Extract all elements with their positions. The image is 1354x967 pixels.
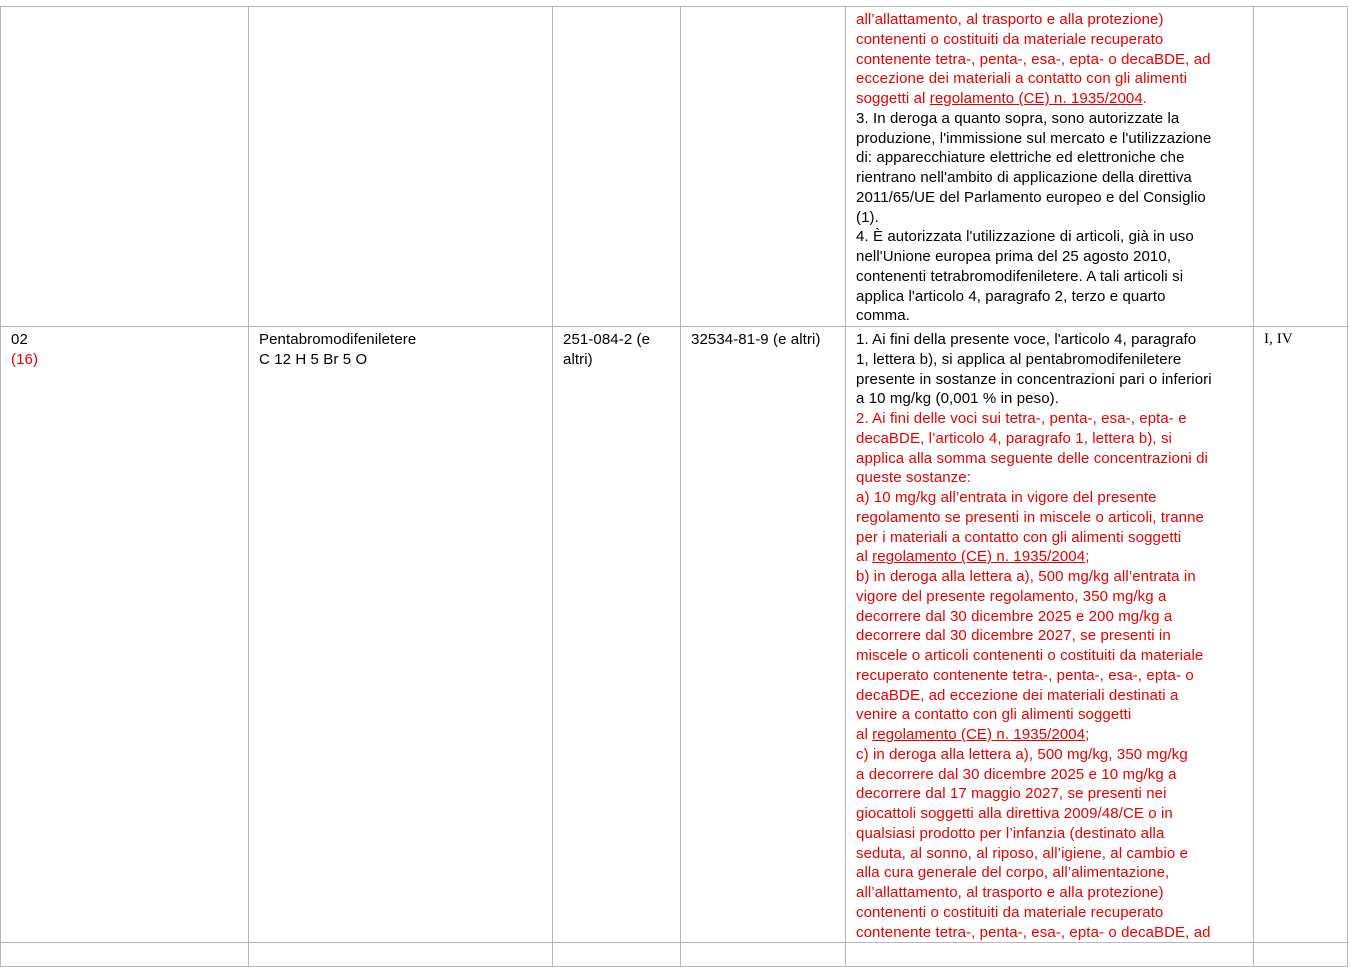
regulation-1935-2004-link[interactable]: regolamento (CE) n. 1935/2004 xyxy=(872,726,1086,743)
text-run: contenenti o costituiti da materiale recuperato xyxy=(856,30,1164,48)
text-line xyxy=(856,923,1243,943)
text-line xyxy=(856,587,1243,607)
text-run: altri) xyxy=(563,350,593,368)
text-run: 1. Ai fini della presente voce, l'articolo 4, paragrafo xyxy=(856,331,1197,348)
text-line xyxy=(856,69,1243,89)
text-run: decaBDE, ad eccezione dei materiali destinati a xyxy=(856,686,1179,704)
text-run: regolamento se presenti in miscele o articoli, tranne xyxy=(856,508,1204,526)
text-run: decaBDE, l’articolo 4, paragrafo 1, lettera b), si xyxy=(856,429,1172,447)
text-line xyxy=(856,370,1243,390)
text-line xyxy=(856,844,1243,864)
text-run: applica l'articolo 4, paragrafo 2, terzo e quarto xyxy=(856,287,1166,305)
text-run: all’allattamento, al trasporto e alla protezione) xyxy=(856,884,1164,901)
text-line xyxy=(856,468,1243,488)
text-line xyxy=(856,409,1243,429)
entry-number-cell xyxy=(1,327,249,943)
text-run: vigore del presente regolamento, 350 mg/kg a xyxy=(856,587,1167,605)
text-line xyxy=(856,306,1243,326)
text-line xyxy=(856,109,1243,129)
text-line xyxy=(856,686,1243,706)
text-line xyxy=(856,824,1243,844)
text-line xyxy=(856,666,1243,686)
text-line xyxy=(856,449,1243,469)
ec-number-cell xyxy=(553,943,681,967)
text-run: contenente tetra-, penta-, esa-, epta- o decaBDE, ad xyxy=(856,923,1211,941)
text-line xyxy=(11,350,238,370)
row-entry-01-continuation xyxy=(1,7,1348,327)
text-run: soggetti al xyxy=(856,90,930,107)
text-run: giocattoli soggetti alla direttiva 2009/48/CE o in xyxy=(856,805,1173,822)
text-run: rientrano nell'ambito di applicazione della direttiva xyxy=(856,169,1192,186)
text-run: al xyxy=(856,548,873,566)
text-run: presente in sostanze in concentrazioni pari o inferiori xyxy=(856,370,1212,388)
text-line xyxy=(856,646,1243,666)
text-run: 02 xyxy=(11,331,28,348)
ec-number-cell xyxy=(553,7,681,327)
text-line xyxy=(856,863,1243,883)
text-run: b) in deroga alla lettera a), 500 mg/kg all’entrata in xyxy=(856,568,1196,585)
substance-name-cell xyxy=(249,7,553,327)
text-run: a decorrere dal 30 dicembre 2025 e 10 mg/kg a xyxy=(856,765,1177,783)
annex-parts-cell xyxy=(1254,327,1348,943)
text-run: nell'Unione europea prima del 25 agosto 2010, xyxy=(856,248,1172,265)
row-next-continuation xyxy=(1,943,1348,967)
text-line xyxy=(856,188,1243,208)
text-line xyxy=(856,30,1243,50)
text-line xyxy=(856,725,1243,745)
text-line xyxy=(856,567,1243,587)
text-line xyxy=(856,429,1243,449)
annex-parts-cell xyxy=(1254,7,1348,327)
text-line xyxy=(856,227,1243,247)
text-run: di: apparecchiature elettriche ed elettroniche che xyxy=(856,149,1185,167)
text-line xyxy=(856,10,1243,30)
text-run: C 12 H 5 Br 5 O xyxy=(259,350,368,368)
specific-exemptions-cell xyxy=(846,943,1254,967)
text-run: 251-084-2 (e xyxy=(563,331,651,348)
text-run: 2011/65/UE del Parlamento europeo e del Consiglio xyxy=(856,188,1206,206)
text-line xyxy=(856,903,1243,923)
text-line xyxy=(856,247,1243,267)
text-run: eccezione dei materiali a contatto con gli alimenti xyxy=(856,70,1188,88)
text-line xyxy=(856,784,1243,804)
text-line xyxy=(856,168,1243,188)
text-line xyxy=(856,287,1243,307)
text-line xyxy=(856,745,1243,765)
text-run: venire a contatto con gli alimenti soggetti xyxy=(856,706,1132,724)
text-run: contenenti tetrabromodifeniletere. A tali articoli si xyxy=(856,267,1184,285)
text-run: ; xyxy=(1085,726,1090,743)
text-line xyxy=(259,350,542,370)
text-line xyxy=(691,330,835,350)
regulation-1935-2004-link[interactable]: regolamento (CE) n. 1935/2004 xyxy=(872,548,1086,566)
text-line xyxy=(856,607,1243,627)
text-run: queste sostanze: xyxy=(856,469,972,487)
text-run: applica alla somma seguente delle concentrazioni di xyxy=(856,449,1208,467)
text-run: decorrere dal 30 dicembre 2025 e 200 mg/kg a xyxy=(856,607,1173,625)
text-line xyxy=(563,350,670,370)
text-line xyxy=(856,129,1243,149)
text-line xyxy=(856,626,1243,646)
text-run: al xyxy=(856,726,873,743)
text-line xyxy=(856,528,1243,548)
regulation-1935-2004-link[interactable]: regolamento (CE) n. 1935/2004 xyxy=(929,90,1143,107)
text-run: a 10 mg/kg (0,001 % in peso). xyxy=(856,390,1060,408)
text-line xyxy=(856,883,1243,903)
substance-name-cell xyxy=(249,327,553,943)
text-run: 1, lettera b), si applica al pentabromodifeniletere xyxy=(856,350,1182,368)
text-line xyxy=(856,488,1243,508)
text-run: decorrere dal 30 dicembre 2027, se presenti in xyxy=(856,627,1171,645)
text-run: all’allattamento, al trasporto e alla protezione) xyxy=(856,11,1164,28)
text-run: 4. È autorizzata l'utilizzazione di articoli, già in uso xyxy=(856,228,1194,246)
entry-number-cell xyxy=(1,943,249,967)
text-run: alla cura generale del corpo, all’alimentazione, xyxy=(856,864,1170,882)
text-run: produzione, l'immissione sul mercato e l'utilizzazione xyxy=(856,129,1212,147)
text-line xyxy=(856,804,1243,824)
pops-substances-table xyxy=(0,6,1348,967)
text-run: I, IV xyxy=(1264,331,1293,347)
text-line xyxy=(856,50,1243,70)
table-body xyxy=(1,7,1348,967)
text-run: per i materiali a contatto con gli alimenti soggetti xyxy=(856,528,1182,546)
text-run: a) 10 mg/kg all’entrata in vigore del presente xyxy=(856,489,1157,506)
text-run: ; xyxy=(1085,548,1090,566)
text-line xyxy=(856,267,1243,287)
text-run: contenente tetra-, penta-, esa-, epta- o decaBDE, ad xyxy=(856,50,1211,68)
text-run: (1). xyxy=(856,208,879,226)
text-run: . xyxy=(1142,90,1148,107)
text-run: (16) xyxy=(11,350,39,368)
text-run: Pentabromodifeniletere xyxy=(259,331,417,348)
specific-exemptions-cell xyxy=(846,327,1254,943)
cas-number-cell xyxy=(681,7,846,327)
cas-number-cell xyxy=(681,943,846,967)
text-line xyxy=(856,547,1243,567)
text-line xyxy=(1264,330,1337,350)
text-run: 3. In deroga a quanto sopra, sono autorizzate la xyxy=(856,109,1180,127)
text-line xyxy=(856,350,1243,370)
ec-number-cell xyxy=(553,327,681,943)
text-run: qualsiasi prodotto per l’infanzia (destinato alla xyxy=(856,824,1165,842)
text-run: decorrere dal 17 maggio 2027, se presenti nei xyxy=(856,785,1167,803)
text-line xyxy=(259,330,542,350)
text-line xyxy=(856,765,1243,785)
text-run: seduta, al sonno, al riposo, all’igiene, al cambio e xyxy=(856,844,1189,862)
text-run: 2. Ai fini delle voci sui tetra-, penta-, esa-, epta- e xyxy=(856,410,1187,427)
specific-exemptions-cell xyxy=(846,7,1254,327)
text-line xyxy=(11,330,238,350)
text-line xyxy=(856,89,1243,109)
text-line xyxy=(856,208,1243,228)
text-run: miscele o articoli contenenti o costituiti da materiale xyxy=(856,647,1204,664)
text-line xyxy=(856,389,1243,409)
text-line xyxy=(856,148,1243,168)
cas-number-cell xyxy=(681,327,846,943)
text-run: c) in deroga alla lettera a), 500 mg/kg, 350 mg/kg xyxy=(856,745,1188,763)
text-line xyxy=(856,705,1243,725)
substance-name-cell xyxy=(249,943,553,967)
text-run: 32534-81-9 (e altri) xyxy=(691,331,821,348)
annex-parts-cell xyxy=(1254,943,1348,967)
text-line xyxy=(856,330,1243,350)
text-run: comma. xyxy=(856,307,910,325)
text-line xyxy=(856,508,1243,528)
row-entry-02-16 xyxy=(1,327,1348,943)
entry-number-cell xyxy=(1,7,249,327)
text-run: recuperato contenente tetra-, penta-, esa-, epta- o xyxy=(856,666,1194,684)
text-line xyxy=(563,330,670,350)
text-run: contenenti o costituiti da materiale recuperato xyxy=(856,903,1164,921)
